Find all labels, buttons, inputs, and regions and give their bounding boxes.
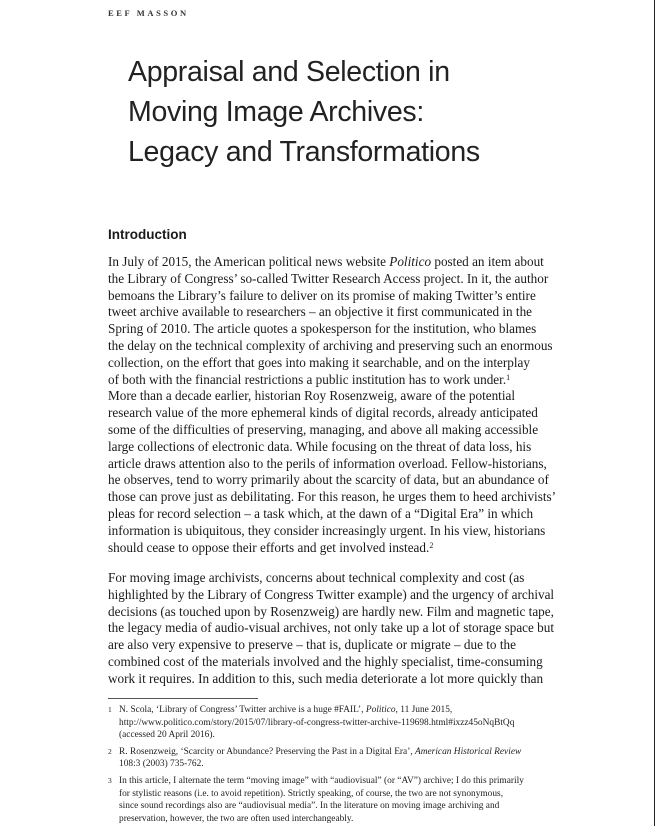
- footnote: [108, 775, 638, 825]
- text-line: [108, 506, 628, 523]
- text-run: http://www.politico.com/story/2015/07/library-of-congress-twitter-archive-119698.html#ixzz45oNqBtQq: [119, 717, 515, 728]
- footnote-number: 3: [108, 775, 112, 785]
- text-line: [108, 388, 628, 405]
- text-run: the legacy media of audio-visual archives, not only take up a lot of storage space but: [108, 620, 555, 636]
- footnotes: [108, 704, 638, 829]
- text-run: article draws attention also to the perils of information overload. Fellow-historians,: [108, 455, 547, 471]
- text-line: [108, 321, 628, 338]
- text-run: decisions (as touched upon by Rosenzweig) are hardly new. Film and magnetic tape,: [108, 603, 554, 619]
- text-run: N. Scola, ‘Library of Congress’ Twitter archive is a huge #FAIL’,: [119, 705, 366, 715]
- text-line: [108, 338, 628, 355]
- text-line: [108, 456, 628, 473]
- text-line: [108, 355, 628, 372]
- text-line: [108, 489, 628, 506]
- footnote-line: [119, 704, 638, 717]
- text-line: [108, 654, 628, 671]
- text-line: [108, 620, 628, 637]
- footnote-marker: 1: [506, 372, 511, 382]
- footnote-separator: [108, 698, 258, 699]
- text-run: 108:3 (2003) 735-762.: [119, 759, 204, 770]
- text-line: [108, 587, 628, 604]
- text-run: since sound recordings also are “audiovisual media”. In the literature on moving image archiving and: [119, 801, 500, 812]
- text-run: preservation, however, the two are often used interchangeably.: [119, 813, 354, 824]
- title-line: Appraisal and Selection in: [128, 56, 450, 88]
- text-run: research value of the more ephemeral kinds of digital records, already anticipated: [108, 405, 538, 421]
- italic-text: American Historical Review: [415, 746, 522, 757]
- text-run: collection, on the effort that goes into making it searchable, and on the interplay: [108, 354, 530, 370]
- footnote-line: [119, 813, 638, 826]
- text-run: are also very expensive to preserve – that is, duplicate or migrate – due to the: [108, 637, 516, 653]
- footnote-line: [119, 788, 638, 801]
- text-line: [108, 637, 628, 654]
- body-paragraph-2: [108, 570, 628, 688]
- text-run: In this article, I alternate the term “moving image” with “audiovisual” (or “AV”) archive; I do this primarily: [119, 775, 524, 786]
- text-run: (accessed 20 April 2016).: [119, 730, 215, 741]
- text-run: R. Rosenzweig, ‘Scarcity or Abundance? Preserving the Past in a Digital Era’,: [119, 746, 416, 757]
- text-line: [108, 288, 628, 305]
- text-line: [108, 540, 628, 557]
- footnote-line: [119, 775, 638, 788]
- text-line: [108, 671, 628, 688]
- text-run: posted an item about: [431, 254, 544, 269]
- text-line: [108, 422, 628, 439]
- footnote-number: 2: [108, 746, 112, 756]
- text-line: [108, 604, 628, 621]
- footnote: [108, 704, 638, 742]
- footnote-line: [119, 758, 638, 771]
- body-paragraph-1: [108, 254, 628, 556]
- text-run: In July of 2015, the American political news website: [108, 254, 390, 269]
- italic-text: Politico: [365, 705, 396, 715]
- footnote-number: 1: [108, 705, 112, 714]
- text-line: [108, 271, 628, 288]
- footnote: [108, 746, 638, 771]
- text-line: [108, 254, 628, 271]
- article-title: [128, 52, 628, 172]
- text-run: highlighted by the Library of Congress Twitter example) and the urgency of archival: [108, 586, 555, 602]
- footnote-line: [119, 717, 638, 730]
- text-run: bemoans the Library’s failure to deliver on its promise of making Twitter’s entire: [108, 287, 536, 303]
- text-line: [108, 570, 628, 587]
- text-run: of both with the financial restrictions a public institution has to work under.: [108, 371, 507, 387]
- section-heading: Introduction: [108, 227, 187, 242]
- footnote-marker: 2: [429, 540, 434, 550]
- footnote-line: [119, 729, 638, 742]
- text-run: Spring of 2010. The article quotes a spokesperson for the institution, who blames: [108, 321, 537, 337]
- text-line: [108, 523, 628, 540]
- text-run: he observes, tend to worry primarily about the scarcity of data, but an abundance of: [108, 472, 549, 488]
- text-run: work it requires. In addition to this, such media deteriorate a lot more quickly than: [108, 670, 544, 686]
- text-run: large collections of electronic data. While focusing on the threat of data loss, his: [108, 438, 532, 454]
- title-line: Moving Image Archives:: [128, 96, 424, 128]
- footnote-line: [119, 800, 638, 813]
- title-line: Legacy and Transformations: [128, 136, 480, 168]
- text-line: [108, 472, 628, 489]
- text-run: should cease to oppose their efforts and get involved instead.: [108, 539, 430, 555]
- text-run: information is ubiquitous, they consider increasingly urgent. In his view, historians: [108, 522, 546, 538]
- text-run: pleas for record selection – a task which, at the dawn of a “Digital Era” in which: [108, 505, 534, 521]
- text-run: the delay on the technical complexity of archiving and preserving such an enormous: [108, 337, 553, 353]
- text-run: , 11 June 2015,: [395, 705, 453, 715]
- text-line: [108, 439, 628, 456]
- running-header-author: EEF MASSON: [108, 8, 189, 18]
- text-line: [108, 405, 628, 422]
- text-run: some of the difficulties of preserving, managing, and above all making accessible: [108, 421, 539, 437]
- text-line: [108, 372, 628, 389]
- text-run: More than a decade earlier, historian Roy Rosenzweig, aware of the potential: [108, 388, 516, 404]
- text-run: for stylistic reasons (i.e. to avoid repetition). Strictly speaking, of course, the two are not synonymous,: [119, 788, 504, 799]
- text-run: For moving image archivists, concerns about technical complexity and cost (as: [108, 570, 525, 585]
- text-line: [108, 304, 628, 321]
- footnote-line: [119, 746, 638, 759]
- text-run: those can prove just as debilitating. For this reason, he urges them to heed archivists’: [108, 489, 557, 505]
- text-run: combined cost of the materials involved and the highly specialist, time-consuming: [108, 653, 543, 669]
- text-run: tweet archive available to researchers – an objective it first communicated in the: [108, 304, 533, 320]
- text-run: the Library of Congress’ so-called Twitter Research Access project. In it, the author: [108, 270, 549, 286]
- italic-text: Politico: [389, 254, 432, 269]
